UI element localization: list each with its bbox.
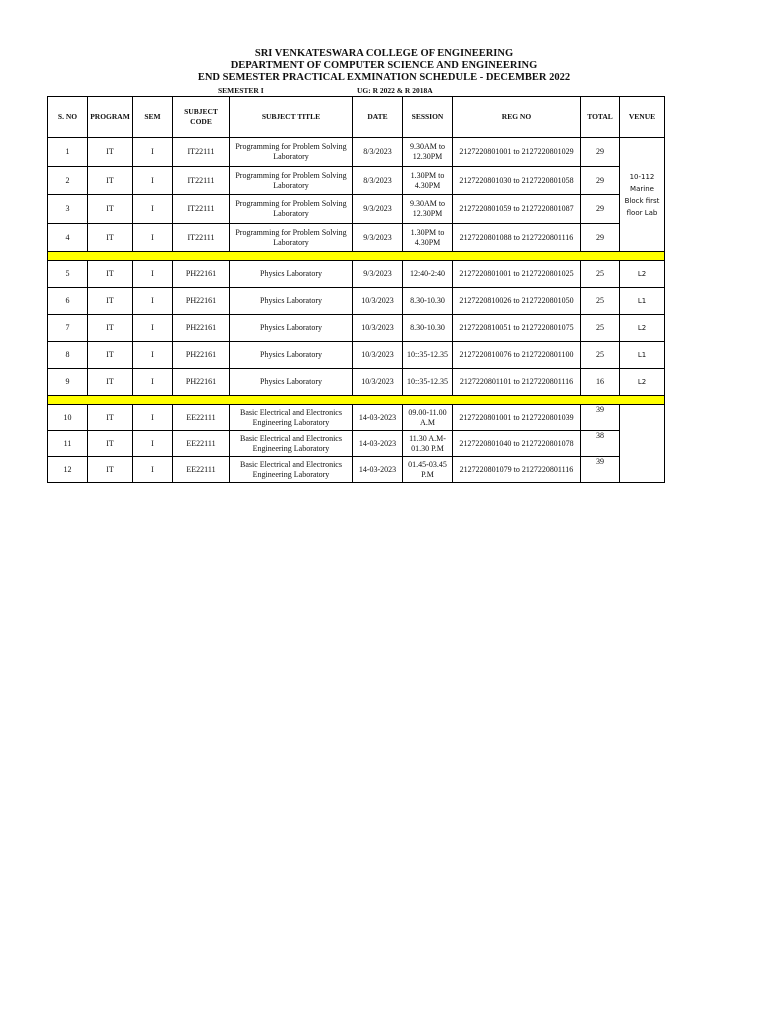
cell-total: 39 [581, 457, 620, 483]
cell-sem: I [133, 369, 173, 396]
cell-venue: L1 [620, 288, 665, 315]
cell-sem: I [133, 457, 173, 483]
cell-code: PH22161 [173, 315, 230, 342]
cell-session: 11.30 A.M-01.30 P.M [403, 431, 453, 457]
cell-sem: I [133, 288, 173, 315]
cell-sem: I [133, 431, 173, 457]
cell-sno: 6 [48, 288, 88, 315]
cell-total: 16 [581, 369, 620, 396]
cell-sno: 5 [48, 261, 88, 288]
cell-total: 25 [581, 288, 620, 315]
cell-sno: 8 [48, 342, 88, 369]
cell-sno: 2 [48, 167, 88, 195]
cell-title: Basic Electrical and Electronics Engineering Laboratory [230, 457, 353, 483]
table-row [48, 138, 665, 167]
table-row [48, 405, 665, 431]
cell-date: 9/3/2023 [353, 195, 403, 224]
cell-code: EE22111 [173, 431, 230, 457]
cell-program: IT [88, 342, 133, 369]
cell-sno: 4 [48, 224, 88, 252]
cell-date: 10/3/2023 [353, 288, 403, 315]
cell-session: 9.30AM to 12.30PM [403, 195, 453, 224]
cell-sem: I [133, 261, 173, 288]
regulation-label: UG: R 2022 & R 2018A [357, 86, 433, 95]
cell-title: Physics Laboratory [230, 369, 353, 396]
table-row [48, 315, 665, 342]
table-row [48, 342, 665, 369]
cell-venue: L2 [620, 369, 665, 396]
cell-sno: 9 [48, 369, 88, 396]
header-row [48, 97, 665, 138]
cell-date: 14-03-2023 [353, 431, 403, 457]
cell-venue-empty [620, 405, 665, 483]
col-sem: SEM [133, 97, 173, 138]
department-name: DEPARTMENT OF COMPUTER SCIENCE AND ENGINEERING [230, 60, 538, 71]
cell-total: 29 [581, 167, 620, 195]
cell-reg: 2127220801088 to 2127220801116 [453, 224, 581, 252]
cell-code: PH22161 [173, 261, 230, 288]
cell-program: IT [88, 167, 133, 195]
cell-code: IT22111 [173, 138, 230, 167]
cell-sno: 10 [48, 405, 88, 431]
cell-title: Programming for Problem Solving Laboratory [230, 224, 353, 252]
cell-session: 10::35-12.35 [403, 342, 453, 369]
cell-reg: 2127220801001 to 2127220801039 [453, 405, 581, 431]
cell-code: EE22111 [173, 457, 230, 483]
cell-session: 8.30-10.30 [403, 315, 453, 342]
col-reg-no: REG NO [453, 97, 581, 138]
cell-title: Basic Electrical and Electronics Engineering Laboratory [230, 431, 353, 457]
cell-session: 9.30AM to 12.30PM [403, 138, 453, 167]
cell-session: 10::35-12.35 [403, 369, 453, 396]
cell-program: IT [88, 405, 133, 431]
college-name: SRI VENKATESWARA COLLEGE OF ENGINEERING [254, 48, 514, 59]
cell-code: IT22111 [173, 224, 230, 252]
cell-code: PH22161 [173, 288, 230, 315]
cell-reg: 2127220801030 to 2127220801058 [453, 167, 581, 195]
cell-sno: 11 [48, 431, 88, 457]
cell-session: 01.45-03.45 P.M [403, 457, 453, 483]
cell-reg: 2127220801059 to 2127220801087 [453, 195, 581, 224]
table-row [48, 431, 665, 457]
cell-reg: 2127220801001 to 2127220801029 [453, 138, 581, 167]
cell-total: 29 [581, 224, 620, 252]
cell-program: IT [88, 261, 133, 288]
cell-program: IT [88, 369, 133, 396]
cell-session: 12:40-2:40 [403, 261, 453, 288]
cell-total: 25 [581, 342, 620, 369]
cell-code: PH22161 [173, 342, 230, 369]
table-row [48, 457, 665, 483]
cell-code: IT22111 [173, 195, 230, 224]
cell-reg: 2127220801001 to 2127220801025 [453, 261, 581, 288]
cell-title: Physics Laboratory [230, 261, 353, 288]
cell-session: 09.00-11.00 A.M [403, 405, 453, 431]
col-venue: VENUE [620, 97, 665, 138]
cell-code: PH22161 [173, 369, 230, 396]
cell-date: 10/3/2023 [353, 315, 403, 342]
exam-title: END SEMESTER PRACTICAL EXMINATION SCHEDULE - DECEMBER 2022 [197, 72, 571, 83]
cell-code: IT22111 [173, 167, 230, 195]
cell-title: Programming for Problem Solving Laboratory [230, 138, 353, 167]
cell-code: EE22111 [173, 405, 230, 431]
cell-sem: I [133, 167, 173, 195]
cell-date: 8/3/2023 [353, 167, 403, 195]
cell-sno: 1 [48, 138, 88, 167]
cell-sem: I [133, 195, 173, 224]
cell-date: 8/3/2023 [353, 138, 403, 167]
cell-reg: 2127220801079 to 2127220801116 [453, 457, 581, 483]
cell-program: IT [88, 224, 133, 252]
cell-program: IT [88, 138, 133, 167]
cell-total: 29 [581, 195, 620, 224]
cell-date: 9/3/2023 [353, 224, 403, 252]
cell-date: 10/3/2023 [353, 342, 403, 369]
cell-date: 10/3/2023 [353, 369, 403, 396]
schedule-table [47, 96, 665, 483]
cell-sem: I [133, 138, 173, 167]
cell-session: 1.30PM to 4.30PM [403, 224, 453, 252]
col-sno: S. NO [48, 97, 88, 138]
table-row [48, 369, 665, 396]
col-date: DATE [353, 97, 403, 138]
cell-reg: 2127220801040 to 2127220801078 [453, 431, 581, 457]
table-row [48, 195, 665, 224]
cell-title: Physics Laboratory [230, 342, 353, 369]
cell-date: 14-03-2023 [353, 405, 403, 431]
separator-row [48, 396, 665, 405]
cell-session: 1.30PM to 4.30PM [403, 167, 453, 195]
cell-title: Programming for Problem Solving Laboratory [230, 167, 353, 195]
separator-row [48, 252, 665, 261]
cell-venue: L1 [620, 342, 665, 369]
cell-reg: 2127220810051 to 2127220801075 [453, 315, 581, 342]
semester-label: SEMESTER I [218, 86, 264, 95]
cell-program: IT [88, 195, 133, 224]
cell-sem: I [133, 342, 173, 369]
cell-title: Physics Laboratory [230, 288, 353, 315]
cell-program: IT [88, 315, 133, 342]
cell-venue-merged: 10-112 Marine Block first floor Lab [620, 138, 665, 252]
cell-sno: 3 [48, 195, 88, 224]
cell-sem: I [133, 224, 173, 252]
table-row [48, 224, 665, 252]
col-total: TOTAL [581, 97, 620, 138]
cell-program: IT [88, 288, 133, 315]
table-row [48, 261, 665, 288]
cell-title: Physics Laboratory [230, 315, 353, 342]
cell-program: IT [88, 431, 133, 457]
col-session: SESSION [403, 97, 453, 138]
cell-sno: 7 [48, 315, 88, 342]
col-subject-title: SUBJECT TITLE [230, 97, 353, 138]
cell-total: 39 [581, 405, 620, 431]
table-row [48, 288, 665, 315]
cell-total: 25 [581, 315, 620, 342]
cell-sem: I [133, 405, 173, 431]
cell-title: Programming for Problem Solving Laboratory [230, 195, 353, 224]
cell-venue: L2 [620, 315, 665, 342]
col-subject-code: SUBJECT CODE [173, 97, 230, 138]
cell-program: IT [88, 457, 133, 483]
cell-reg: 2127220801101 to 2127220801116 [453, 369, 581, 396]
col-program: PROGRAM [88, 97, 133, 138]
cell-reg: 2127220810076 to 2127220801100 [453, 342, 581, 369]
cell-total: 38 [581, 431, 620, 457]
cell-total: 25 [581, 261, 620, 288]
cell-date: 14-03-2023 [353, 457, 403, 483]
cell-session: 8.30-10.30 [403, 288, 453, 315]
cell-title: Basic Electrical and Electronics Engineering Laboratory [230, 405, 353, 431]
cell-venue: L2 [620, 261, 665, 288]
cell-total: 29 [581, 138, 620, 167]
cell-date: 9/3/2023 [353, 261, 403, 288]
cell-sno: 12 [48, 457, 88, 483]
cell-reg: 2127220810026 to 2127220801050 [453, 288, 581, 315]
cell-sem: I [133, 315, 173, 342]
table-row [48, 167, 665, 195]
